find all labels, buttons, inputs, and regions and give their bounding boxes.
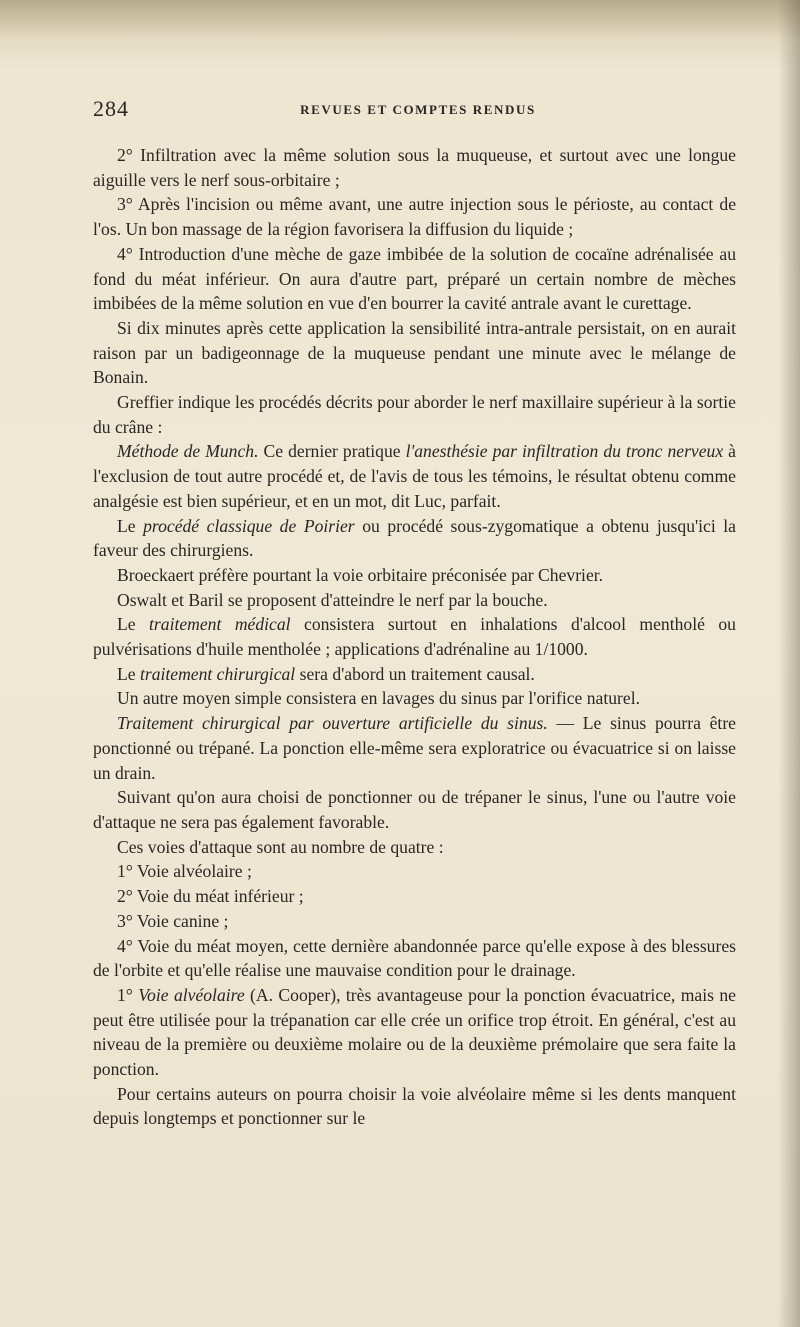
page-top-shadow <box>0 0 800 40</box>
paragraph-oswalt-baril: Oswalt et Baril se proposent d'atteindre le nerf par la bouche. <box>117 589 548 610</box>
paragraph-sinus-lavage: Un autre moyen simple consistera en lavages du sinus par l'orifice naturel. <box>117 688 641 709</box>
paragraph-medical-treatment: Le traitement médical consistera surtout en inhalations d'alcool mentholé ou pulvérisations d'huile mentholée ; applications d'adrénaline au 1/1000. <box>93 614 736 660</box>
paragraph-periosteum-injection: 3° Après l'incision ou même avant, une autre injection sous le périoste, au contact de l'os. Un bon massage de la région favorisera la diffusion du liquide ; <box>93 194 736 240</box>
page-number: 284 <box>93 96 129 121</box>
list-item-middle-meatus: 4° Voie du méat moyen, cette dernière abandonnée parce qu'elle expose à des blessures de l'orbite et qu'elle réalise une mauvaise condition pour le drainage. <box>93 935 736 981</box>
list-item-alveolar: 1° Voie alvéolaire ; <box>117 861 252 882</box>
paragraph-approach-choice: Suivant qu'on aura choisi de ponctionner ou de trépaner le sinus, l'une ou l'autre voie d'attaque ne sera pas également favorable. <box>93 787 736 832</box>
paragraph-artificial-opening: Traitement chirurgical par ouverture artificielle du sinus. — Le sinus pourra être ponctionné ou trépané. La ponction elle-même sera exploratrice ou évacuatrice si on laisse un drain. <box>93 713 736 783</box>
list-item-canine: 3° Voie canine ; <box>117 910 229 931</box>
paragraph-missing-teeth: Pour certains auteurs on pourra choisir la voie alvéolaire même si les dents manquent depuis longtemps et ponctionner sur le <box>93 1083 736 1129</box>
paragraph-broeckaert: Broeckaert préfère pourtant la voie orbitaire préconisée par Chevrier. <box>117 564 604 585</box>
paragraph-poirier-procedure: Le procédé classique de Poirier ou procédé sous-zygomatique a obtenu jusqu'ici la faveur des chirurgiens. <box>93 515 736 561</box>
paragraph-four-approaches: Ces voies d'attaque sont au nombre de quatre : <box>117 836 444 857</box>
paragraph-greffier: Greffier indique les procédés décrits pour aborder le nerf maxillaire supérieur à la sortie du crâne : <box>93 392 736 437</box>
paragraph-surgical-treatment: Le traitement chirurgical sera d'abord un traitement causal. <box>117 663 535 684</box>
page-header <box>93 96 743 126</box>
paragraph-alveolar-route: 1° Voie alvéolaire (A. Cooper), très avantageuse pour la ponction évacuatrice, mais ne peut être utilisée pour la trépanation car elle crée un orifice trop étroit. En général, c'est au niveau de la première ou deuxième molaire ou de la deuxième prémolaire que sera faite la ponction. <box>93 984 736 1080</box>
paragraph-infiltration: 2° Infiltration avec la même solution sous la muqueuse, et surtout avec une longue aiguille vers le nerf sous-orbitaire ; <box>93 145 736 190</box>
paragraph-gauze-wick: 4° Introduction d'une mèche de gaze imbibée de la solution de cocaïne adrénalisée au fond du méat inférieur. On aura d'autre part, préparé un certain nombre de mèches imbibées de la même solution en vue d'en bourrer la cavité antrale avant le curettage. <box>93 243 736 314</box>
paragraph-munch-method: Méthode de Munch. Ce dernier pratique l'anesthésie par infiltration du tronc nerveux à l'exclusion de tout autre procédé et, de l'avis de tous les témoins, le résultat obtenu comme analgésie est bien supérieur, et en un mot, dit Luc, parfait. <box>93 441 736 511</box>
list-item-inferior-meatus: 2° Voie du méat inférieur ; <box>117 886 304 907</box>
body-text <box>93 143 736 1131</box>
running-title: REVUES ET COMPTES RENDUS <box>300 102 536 117</box>
paragraph-bonain-mixture: Si dix minutes après cette application la sensibilité intra-antrale persistait, on en aurait raison par un badigeonnage de la muqueuse pendant une minute avec le mélange de Bonain. <box>93 317 736 388</box>
page-right-shadow <box>778 0 800 1327</box>
